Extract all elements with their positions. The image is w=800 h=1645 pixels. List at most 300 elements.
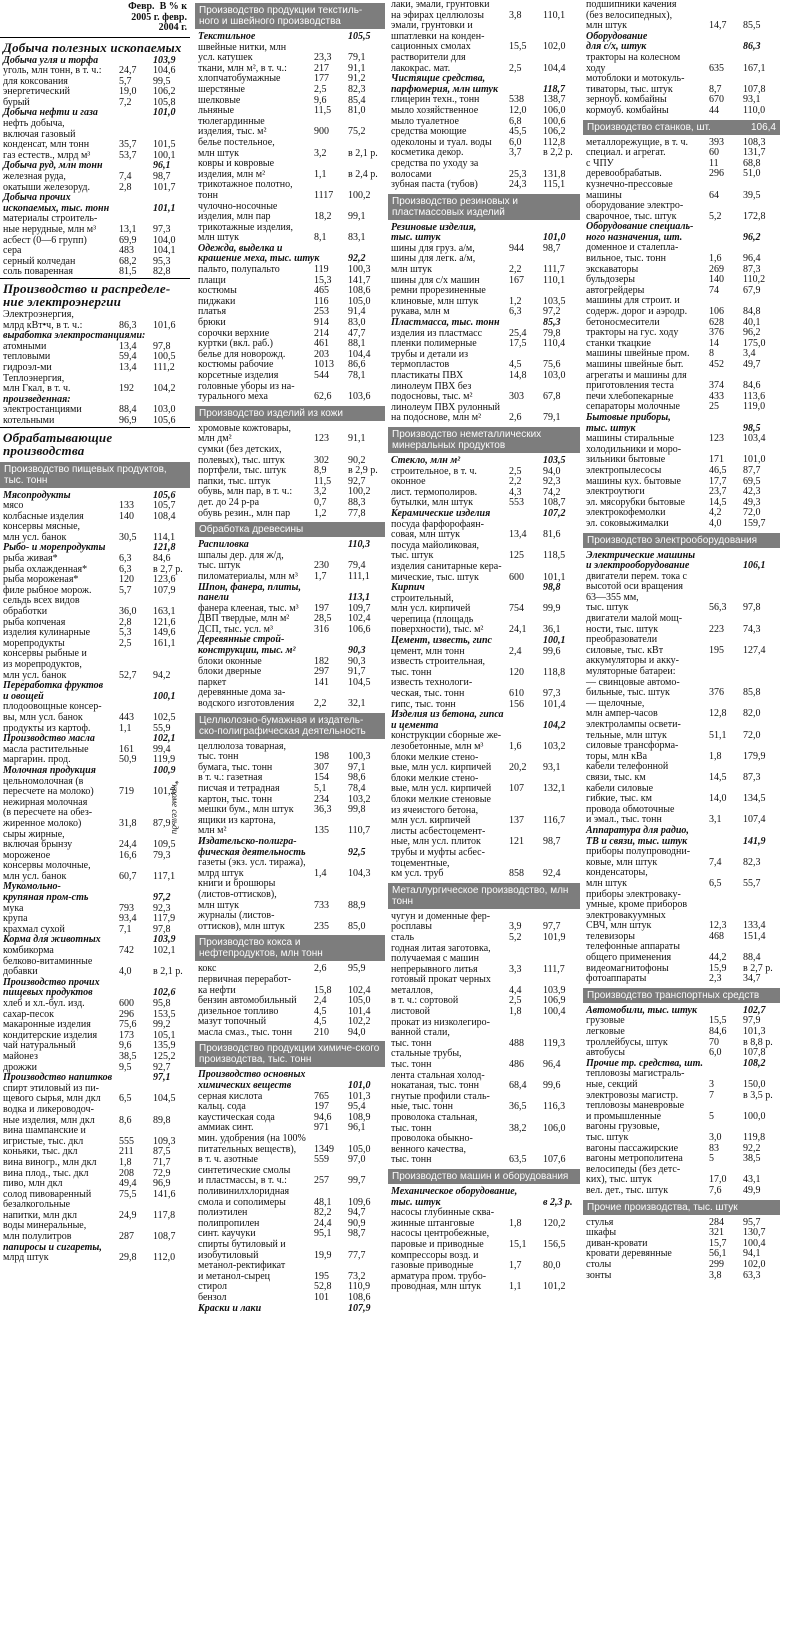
value-pct-feb-2004: 131,8 bbox=[543, 168, 566, 180]
row-label: сорочки верхние bbox=[198, 327, 270, 339]
row-label: уголь, млн тонн, в т. ч.: bbox=[3, 65, 102, 77]
value-feb-2005: 36,5 bbox=[509, 1101, 527, 1113]
value-pct-feb-2004: 51,0 bbox=[743, 168, 761, 180]
row-label: электроутюги bbox=[586, 486, 645, 498]
value-pct-feb-2004: 101,9 bbox=[543, 931, 566, 943]
row-label: нефть добыча, bbox=[3, 118, 65, 130]
row-label: кабели телефонной bbox=[586, 761, 669, 773]
value-pct-feb-2004: 103,0 bbox=[543, 370, 566, 381]
row-label: масла растительные bbox=[3, 743, 89, 755]
value-feb-2005: 2,5 bbox=[509, 465, 522, 477]
row-label: вел. дет., тыс. штук bbox=[586, 1184, 669, 1196]
row-label: водского изготовления bbox=[198, 698, 295, 710]
row-label: тыс. штук bbox=[198, 560, 241, 572]
table-row bbox=[195, 1304, 385, 1315]
row-label: обработки bbox=[3, 606, 48, 618]
value-pct-feb-2004: 74,3 bbox=[743, 623, 761, 635]
row-label: сыры жирные, bbox=[3, 828, 65, 840]
value-pct-feb-2004: 135,9 bbox=[153, 1040, 176, 1052]
value-feb-2005: 2,5 bbox=[314, 83, 327, 95]
value-pct-feb-2004: 84,6 bbox=[743, 380, 761, 392]
value-pct-feb-2004: 105,6 bbox=[153, 414, 176, 426]
value-feb-2005: 182 bbox=[314, 655, 329, 667]
value-feb-2005: 52,7 bbox=[119, 669, 137, 681]
row-label: подшипники качения bbox=[586, 0, 677, 10]
value-pct-feb-2004: 98,8 bbox=[543, 582, 561, 594]
row-label: вильное, тыс. тонн bbox=[586, 253, 667, 265]
row-label: ные, млн усл. плиток bbox=[391, 836, 481, 848]
value-pct-feb-2004: 96,1 bbox=[153, 160, 171, 172]
value-feb-2005: 24,1 bbox=[509, 624, 527, 636]
column-4 bbox=[583, 0, 780, 1645]
row-label: костюмы bbox=[198, 285, 237, 297]
row-label: панели bbox=[198, 592, 229, 604]
value-feb-2005: 0,7 bbox=[314, 496, 327, 508]
table-row bbox=[195, 922, 385, 933]
row-label: росплавы bbox=[391, 921, 432, 933]
section-title: Добыча полезных ископаемых bbox=[0, 37, 190, 56]
row-label: млн штук bbox=[586, 877, 627, 889]
value-pct-feb-2004: 80,0 bbox=[543, 1260, 561, 1272]
value-pct-feb-2004: 91,2 bbox=[348, 73, 366, 85]
value-pct-feb-2004: 101,3 bbox=[348, 1090, 371, 1102]
row-label: специал. и агрегат. bbox=[586, 147, 666, 159]
value-pct-feb-2004: 92,2 bbox=[348, 253, 366, 265]
value-pct-feb-2004: в 2,7 р. bbox=[153, 563, 183, 575]
value-feb-2005: 49,4 bbox=[119, 1178, 137, 1190]
table-row bbox=[0, 999, 190, 1010]
row-label: журналы (листов- bbox=[198, 910, 275, 922]
value-pct-feb-2004: 83,0 bbox=[348, 317, 366, 329]
value-pct-feb-2004: 39,5 bbox=[743, 189, 761, 201]
value-pct-feb-2004: 112,0 bbox=[153, 1252, 176, 1264]
value-feb-2005: 538 bbox=[509, 94, 524, 106]
row-label: Шпон, фанера, плиты, bbox=[198, 581, 301, 593]
value-pct-feb-2004: 97,8 bbox=[153, 340, 171, 352]
table-row bbox=[388, 848, 580, 859]
table-row bbox=[195, 498, 385, 509]
value-feb-2005: 1,7 bbox=[314, 570, 327, 582]
row-label: кондитерские изделия bbox=[3, 1029, 98, 1041]
value-feb-2005: 600 bbox=[119, 998, 134, 1009]
row-label: тепловыми bbox=[3, 351, 51, 363]
row-label: Распиловка bbox=[198, 539, 249, 551]
row-label: блоки мелкие стено- bbox=[391, 772, 479, 784]
section-header: Производство машин и оборудования bbox=[388, 1169, 580, 1184]
row-label: зубная паста (тубов) bbox=[391, 179, 478, 191]
row-label: холодильники и моро- bbox=[586, 443, 682, 455]
row-label: консервы рыбные и bbox=[3, 648, 87, 660]
value-feb-2005: 5,3 bbox=[119, 627, 132, 639]
value-feb-2005: 12,3 bbox=[709, 920, 727, 932]
row-label: серный колчедан bbox=[3, 255, 76, 267]
row-label: ные изделия, млн дкл bbox=[3, 1114, 95, 1126]
value-pct-feb-2004: 97,8 bbox=[153, 923, 171, 935]
row-label: ТВ и связи, тыс. штук bbox=[586, 835, 688, 847]
table-row bbox=[583, 466, 780, 477]
row-label: средства по уходу за bbox=[391, 157, 479, 169]
table-row bbox=[388, 1113, 580, 1124]
value-pct-feb-2004: 104,5 bbox=[348, 676, 371, 688]
value-feb-2005: 60 bbox=[709, 147, 719, 159]
value-pct-feb-2004: 115,1 bbox=[543, 179, 566, 191]
row-label: вагоны метрополитена bbox=[586, 1153, 683, 1165]
value-feb-2005: 302 bbox=[314, 454, 329, 466]
value-feb-2005: 230 bbox=[314, 560, 329, 572]
table-row bbox=[583, 519, 780, 530]
row-label: папки, тыс. штук bbox=[198, 475, 271, 487]
table-row bbox=[583, 1260, 780, 1271]
row-label: трубы и муфты асбес- bbox=[391, 846, 485, 858]
row-label: Производство напитков bbox=[3, 1072, 113, 1084]
row-label: рыба охлажденная* bbox=[3, 563, 88, 575]
value-pct-feb-2004: 141,6 bbox=[153, 1188, 176, 1200]
row-label: рыба мороженая* bbox=[3, 574, 79, 586]
value-pct-feb-2004: 106,9 bbox=[543, 995, 566, 1007]
row-label: нежирная молочная bbox=[3, 796, 88, 808]
row-label: Цемент, известь, гипс bbox=[391, 635, 492, 647]
row-label: мин. удобрения (на 100% bbox=[198, 1133, 306, 1145]
value-feb-2005: 13,4 bbox=[119, 340, 137, 352]
row-label: обувь резин., млн пар bbox=[198, 507, 291, 519]
row-label: Текстильное bbox=[198, 31, 256, 42]
value-pct-feb-2004: 110,3 bbox=[348, 539, 370, 551]
value-pct-feb-2004: 102,5 bbox=[153, 711, 176, 723]
value-pct-feb-2004: 131,7 bbox=[743, 147, 766, 159]
value-feb-2005: 284 bbox=[709, 1216, 724, 1228]
value-feb-2005: 197 bbox=[314, 602, 329, 614]
row-label: газ естеств., млрд м³ bbox=[3, 149, 91, 161]
table-header bbox=[0, 0, 190, 37]
value-feb-2005: 9,5 bbox=[119, 1061, 132, 1073]
row-label: стирол bbox=[198, 1281, 228, 1293]
value-pct-feb-2004: 102,4 bbox=[348, 984, 371, 996]
value-pct-feb-2004: 81,6 bbox=[543, 529, 561, 541]
value-pct-feb-2004: 92,3 bbox=[543, 476, 561, 488]
value-pct-feb-2004: 132,1 bbox=[543, 783, 566, 795]
value-feb-2005: 1,8 bbox=[509, 1006, 522, 1018]
row-label: трикотажные изделия, bbox=[198, 221, 293, 233]
value-pct-feb-2004: 107,9 bbox=[153, 584, 176, 596]
value-pct-feb-2004: 109,5 bbox=[153, 839, 176, 851]
value-feb-2005: 25 bbox=[709, 401, 719, 413]
row-label: рыба живая* bbox=[3, 553, 58, 565]
row-label: атомными bbox=[3, 340, 47, 352]
value-feb-2005: 38,2 bbox=[509, 1122, 527, 1134]
value-feb-2005: 3,9 bbox=[509, 921, 522, 933]
value-feb-2005: 6,8 bbox=[509, 115, 522, 127]
value-pct-feb-2004: 107,4 bbox=[743, 814, 766, 826]
row-label: млн штук bbox=[198, 899, 239, 911]
value-feb-2005: 84,6 bbox=[709, 1026, 727, 1038]
row-label: блоки мелкие стено- bbox=[391, 751, 479, 763]
row-label: колбасные изделия bbox=[3, 510, 84, 522]
row-label: торы, млн кВа bbox=[586, 750, 648, 762]
row-label: машины стиральные bbox=[586, 433, 675, 445]
row-label: компрессоры возд. и bbox=[391, 1249, 479, 1261]
row-label: листовой bbox=[391, 1006, 431, 1018]
row-label: Изделия из бетона, гипса bbox=[391, 709, 504, 721]
row-label: филе рыбное морож. bbox=[3, 584, 92, 596]
row-label: троллейбусы, штук bbox=[586, 1036, 668, 1048]
value-pct-feb-2004: 101,0 bbox=[743, 454, 766, 466]
value-pct-feb-2004: 86,3 bbox=[743, 41, 761, 53]
value-feb-2005: 140 bbox=[119, 510, 134, 522]
value-feb-2005: 62,6 bbox=[314, 391, 332, 403]
row-label: белье для новорожд. bbox=[198, 348, 286, 360]
table-row bbox=[388, 159, 580, 170]
value-pct-feb-2004: 175,0 bbox=[743, 337, 766, 349]
row-label: Аппаратура для радио, bbox=[586, 824, 689, 836]
row-label: телевизоры bbox=[586, 930, 635, 942]
row-label: столы bbox=[586, 1258, 612, 1270]
row-label: хлопчатобумажные bbox=[198, 73, 281, 85]
value-feb-2005: 8 bbox=[709, 348, 714, 360]
row-label: в т. ч.: газетная bbox=[198, 772, 263, 784]
row-label: шины для легк. а/м, bbox=[391, 253, 476, 265]
value-pct-feb-2004: 103,9 bbox=[153, 54, 176, 66]
value-pct-feb-2004: 90,9 bbox=[348, 1217, 366, 1229]
value-feb-2005: 5,2 bbox=[709, 210, 722, 222]
value-feb-2005: 5,1 bbox=[314, 783, 327, 794]
row-label: трубы и детали из bbox=[391, 348, 469, 360]
row-label: Корма для животных bbox=[3, 934, 101, 946]
value-pct-feb-2004: 47,7 bbox=[348, 327, 366, 339]
value-feb-2005: 24,4 bbox=[314, 1217, 332, 1229]
section-header: Целлюлозно-бумажная и издатель-ско-полиграфическая деятельность bbox=[195, 713, 385, 739]
row-label: соль поваренная bbox=[3, 266, 73, 278]
row-label: насосы глубинные сква- bbox=[391, 1207, 495, 1219]
value-pct-feb-2004: 119,9 bbox=[153, 754, 176, 766]
row-label: бумага, тыс. тонн bbox=[198, 761, 273, 773]
row-label: ходу bbox=[586, 62, 606, 74]
value-pct-feb-2004: 103,9 bbox=[543, 984, 566, 996]
value-feb-2005: 3,8 bbox=[709, 1269, 722, 1281]
value-feb-2005: 140 bbox=[709, 274, 724, 286]
row-label: тепловозы магистраль- bbox=[586, 1068, 685, 1080]
row-label: конструкции, тыс. м² bbox=[198, 645, 296, 657]
value-pct-feb-2004: 109,3 bbox=[153, 1135, 176, 1147]
row-label: консервы мясные, bbox=[3, 521, 81, 533]
row-label: совая, млн штук bbox=[391, 529, 461, 541]
value-pct-feb-2004: 110,2 bbox=[743, 274, 766, 286]
row-label: аккумуляторы и акку- bbox=[586, 655, 680, 667]
table-row bbox=[0, 1253, 190, 1264]
value-feb-2005: 29,8 bbox=[119, 1252, 137, 1264]
value-feb-2005: 971 bbox=[314, 1122, 329, 1134]
value-pct-feb-2004: 108,7 bbox=[153, 1231, 176, 1243]
value-pct-feb-2004: 100,6 bbox=[543, 115, 566, 127]
value-feb-2005: 50,9 bbox=[119, 754, 137, 766]
value-pct-feb-2004: 107,8 bbox=[743, 1047, 766, 1059]
value-pct-feb-2004: 100,1 bbox=[153, 690, 176, 702]
value-feb-2005: 635 bbox=[709, 62, 724, 74]
table-row bbox=[388, 53, 580, 64]
row-label: венного качества, bbox=[391, 1143, 466, 1155]
row-label: сельдь всех видов bbox=[3, 595, 80, 607]
value-feb-2005: 171 bbox=[709, 454, 724, 466]
value-pct-feb-2004: 92,7 bbox=[153, 1061, 171, 1073]
row-label: вые, млн усл. кирпичей bbox=[391, 762, 492, 774]
table-row bbox=[583, 1271, 780, 1282]
table-row bbox=[583, 413, 780, 424]
row-label: легковые bbox=[586, 1026, 625, 1038]
value-feb-2005: 4,4 bbox=[509, 984, 522, 996]
value-pct-feb-2004: 116,7 bbox=[543, 815, 566, 827]
value-feb-2005: 24,9 bbox=[119, 1209, 137, 1221]
value-feb-2005: 106 bbox=[709, 306, 724, 318]
row-label: тюлегардинные bbox=[198, 115, 265, 127]
row-label: куртки (вкл. раб.) bbox=[198, 338, 273, 350]
row-label: бильные, тыс. штук bbox=[586, 687, 670, 699]
value-pct-feb-2004: 121,8 bbox=[153, 542, 176, 554]
row-label: тыс. штук bbox=[391, 1196, 441, 1208]
value-feb-2005: 2,8 bbox=[119, 616, 132, 628]
row-label: чугун и доменные фер- bbox=[391, 910, 491, 922]
value-feb-2005: 12,8 bbox=[709, 708, 727, 720]
row-label: бетоносмесители bbox=[586, 316, 660, 328]
row-label: лакокрас. мат. bbox=[391, 62, 451, 74]
value-pct-feb-2004: 116,3 bbox=[543, 1101, 566, 1113]
value-pct-feb-2004: 111,1 bbox=[348, 570, 370, 582]
row-label: выработка электростанциями: bbox=[3, 330, 146, 342]
value-pct-feb-2004: 94,1 bbox=[743, 1248, 761, 1260]
row-label: солод пивоваренный bbox=[3, 1188, 92, 1200]
table-row bbox=[388, 413, 580, 424]
table-row bbox=[195, 85, 385, 96]
value-pct-feb-2004: 83,1 bbox=[348, 232, 366, 244]
row-label: с ЧПУ bbox=[586, 157, 614, 169]
value-pct-feb-2004: 110,9 bbox=[348, 1281, 371, 1293]
section-header bbox=[583, 120, 780, 135]
value-feb-2005: 195 bbox=[709, 644, 724, 656]
value-pct-feb-2004: 100,9 bbox=[153, 764, 176, 776]
value-pct-feb-2004: 93,1 bbox=[543, 762, 561, 774]
value-pct-feb-2004: 96,2 bbox=[743, 327, 761, 339]
value-feb-2005: 7,4 bbox=[119, 171, 132, 183]
value-feb-2005: 82,2 bbox=[314, 1207, 332, 1219]
row-label: Молочная продукция bbox=[3, 764, 96, 776]
row-label: кальц. сода bbox=[198, 1101, 246, 1113]
column-1 bbox=[0, 0, 190, 1645]
value-pct-feb-2004: 78,1 bbox=[348, 370, 366, 381]
section-header: Производство продукции текстиль-ного и швейного производства bbox=[195, 3, 385, 29]
row-label: автобусы bbox=[586, 1047, 626, 1059]
table-row bbox=[0, 1052, 190, 1063]
value-pct-feb-2004: в 8,8 р. bbox=[743, 1036, 773, 1048]
row-label: котельными bbox=[3, 414, 55, 426]
row-label: Мукомольно- bbox=[3, 881, 61, 893]
row-label: ческая, тыс. тонн bbox=[391, 688, 465, 700]
value-pct-feb-2004: 105,8 bbox=[153, 96, 176, 108]
row-label: Добыча угля и торфа bbox=[3, 54, 99, 66]
value-pct-feb-2004: 79,1 bbox=[543, 412, 561, 424]
table-row bbox=[583, 826, 780, 837]
section-header: Обработка древесины bbox=[195, 522, 385, 537]
value-feb-2005: 18,2 bbox=[314, 211, 332, 223]
value-feb-2005: 94,6 bbox=[314, 1111, 332, 1123]
row-label: железная руда, bbox=[3, 171, 66, 183]
value-pct-feb-2004: 89,8 bbox=[153, 1114, 171, 1126]
value-pct-feb-2004: 104,4 bbox=[543, 62, 566, 74]
row-label: машины кух. бытовые bbox=[586, 475, 681, 487]
row-label: шерстяные bbox=[198, 83, 245, 95]
value-feb-2005: 195 bbox=[314, 1270, 329, 1282]
value-feb-2005: 3 bbox=[709, 1079, 714, 1090]
row-label: млн Гкал, в т. ч. bbox=[3, 383, 71, 395]
row-label: стальные трубы, bbox=[391, 1048, 462, 1060]
value-feb-2005: 3,1 bbox=[709, 814, 722, 826]
value-feb-2005: 133 bbox=[119, 500, 134, 512]
value-feb-2005: 81,5 bbox=[119, 266, 137, 278]
row-label: строительное, в т. ч. bbox=[391, 465, 477, 477]
value-pct-feb-2004: 109,6 bbox=[348, 1196, 371, 1208]
table-row bbox=[583, 53, 780, 64]
value-feb-2005: 2,4 bbox=[509, 645, 522, 657]
value-pct-feb-2004: 72,0 bbox=[743, 507, 761, 519]
value-pct-feb-2004: 68,8 bbox=[743, 157, 761, 169]
header-col-feb: Февр. bbox=[128, 1, 155, 12]
value-feb-2005: 56,3 bbox=[709, 602, 727, 614]
row-label: известь строительная, bbox=[391, 656, 486, 668]
row-label: мыло туалетное bbox=[391, 115, 459, 127]
value-feb-2005: 48,1 bbox=[314, 1196, 332, 1208]
value-feb-2005: 858 bbox=[509, 868, 524, 880]
row-label: стулья bbox=[586, 1216, 614, 1228]
value-pct-feb-2004: 49,7 bbox=[743, 359, 761, 370]
row-label: изделия, тыс. м² bbox=[198, 126, 267, 138]
value-pct-feb-2004: 87,5 bbox=[153, 1146, 171, 1158]
value-pct-feb-2004: 125,2 bbox=[153, 1050, 176, 1062]
table-row bbox=[388, 106, 580, 117]
table-row bbox=[0, 416, 190, 427]
value-pct-feb-2004: 92,3 bbox=[153, 902, 171, 914]
value-pct-feb-2004: 87,3 bbox=[743, 263, 761, 275]
row-label: глицерин техн., тонн bbox=[391, 94, 480, 106]
row-label: пиво, млн дкл bbox=[3, 1178, 63, 1190]
row-label: эмали, грунтовки и bbox=[391, 20, 473, 32]
row-label: экскаваторы bbox=[586, 263, 639, 275]
value-feb-2005: 203 bbox=[314, 348, 329, 360]
value-pct-feb-2004: 99,6 bbox=[543, 645, 561, 657]
row-label: проволока стальная, bbox=[391, 1112, 478, 1123]
row-label: крахмал сухой bbox=[3, 923, 65, 935]
value-pct-feb-2004: 101,0 bbox=[153, 107, 176, 119]
row-label: подосновы, тыс. м² bbox=[391, 391, 473, 403]
value-pct-feb-2004: 101,4 bbox=[543, 698, 566, 710]
value-feb-2005: 8,1 bbox=[314, 232, 327, 244]
value-pct-feb-2004: 103,6 bbox=[348, 391, 371, 403]
row-label: ные, тыс. тонн bbox=[391, 1101, 453, 1113]
row-label: сепараторы молочные bbox=[586, 401, 680, 413]
value-pct-feb-2004: 161,1 bbox=[153, 637, 176, 649]
row-label: тыс. штук bbox=[586, 602, 629, 614]
value-feb-2005: 56,1 bbox=[709, 1248, 727, 1260]
row-label: — щелочные, bbox=[586, 697, 645, 709]
value-feb-2005: 24,3 bbox=[509, 179, 527, 191]
value-pct-feb-2004: 92,2 bbox=[743, 1142, 761, 1154]
row-label: Оборудование bbox=[586, 30, 648, 42]
row-label: (листов-оттисков), bbox=[198, 888, 277, 900]
value-feb-2005: 137 bbox=[509, 815, 524, 827]
row-label: белково-витаминные bbox=[3, 955, 93, 967]
row-label: хлеб и хл.-бул. изд. bbox=[3, 998, 85, 1009]
value-feb-2005: 1,7 bbox=[509, 1260, 522, 1272]
value-pct-feb-2004: 85,4 bbox=[348, 94, 366, 106]
row-label: металлорежущие, в т. ч. bbox=[586, 136, 688, 148]
value-feb-2005: 24,7 bbox=[119, 65, 137, 77]
row-label: дет. до 24 р-ра bbox=[198, 496, 260, 508]
